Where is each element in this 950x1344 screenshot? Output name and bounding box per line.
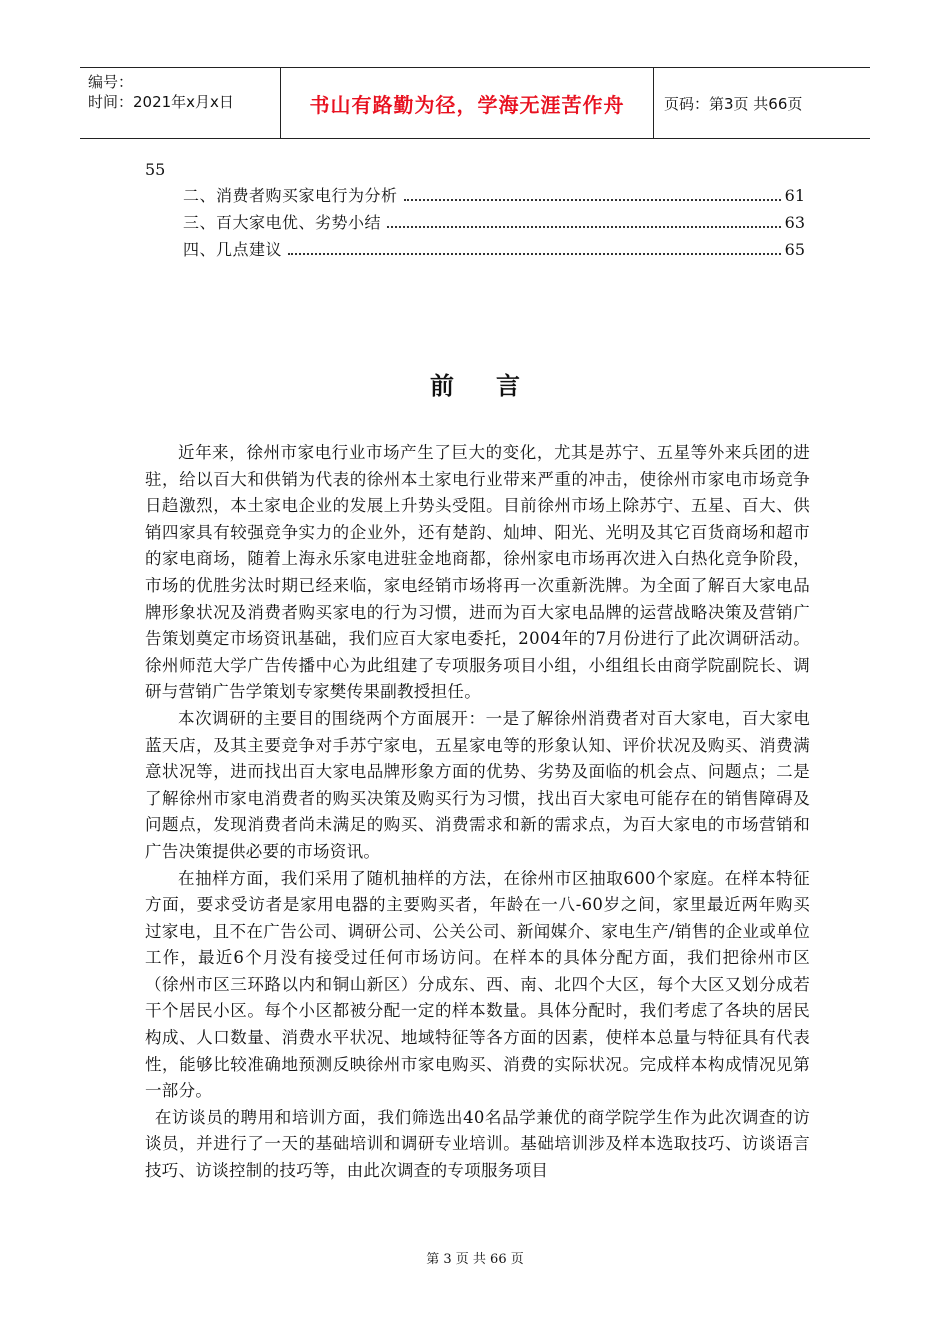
header-page-info: 页码：第3页 共66页 xyxy=(664,94,803,113)
toc-item-page: 65 xyxy=(784,240,805,259)
header-meta xyxy=(80,68,280,138)
toc-item-title: 二、消费者购买家电行为分析 xyxy=(183,186,398,205)
header-motto: 书山有路勤为径，学海无涯苦作舟 xyxy=(280,68,654,138)
table-of-contents xyxy=(183,183,805,264)
toc-item-title: 四、几点建议 xyxy=(183,240,283,259)
page-footer: 第 3 页 共 66 页 xyxy=(426,1252,524,1267)
toc-item-page: 61 xyxy=(784,186,805,205)
document-time-label: 时间：2021年x月x日 xyxy=(88,93,234,111)
toc-continued-page-number: 55 xyxy=(145,160,166,179)
toc-item-page: 63 xyxy=(784,213,805,232)
toc-leader-dots xyxy=(387,226,781,228)
body-paragraph: 近年来，徐州市家电行业市场产生了巨大的变化，尤其是苏宁、五星等外来兵团的进驻，给以百大和供销为代表的徐州本土家电行业带来严重的冲击，使徐州市家电市场竞争日趋激烈，本土家电企业的发展上升势头受阻。目前徐州市场上除苏宁、五星、百大、供销四家具有较强竞争实力的企业外，还有楚韵、灿坤、阳光、光明及其它百货商场和超市的家电商场，随着上海永乐家电进驻金地商都，徐州家电市场再次进入白热化竞争阶段，市场的优胜劣汰时期已经来临，家电经销市场将再一次重新洗牌。为全面了解百大家电品牌形象状况及消费者购买家电的行为习惯，进而为百大家电品牌的运营战略决策及营销广告策划奠定市场资讯基础，我们应百大家电委托，2004年的7月份进行了此次调研活动。徐州师范大学广告传播中心为此组建了专项服务项目小组，小组组长由商学院副院长、调研与营销广告学策划专家樊传果副教授担任。 xyxy=(145,443,810,702)
toc-leader-dots xyxy=(404,199,781,201)
toc-item[interactable] xyxy=(183,183,805,210)
page-header xyxy=(80,67,870,139)
body-paragraph: 在抽样方面，我们采用了随机抽样的方法，在徐州市区抽取600个家庭。在样本特征方面，要求受访者是家用电器的主要购买者，年龄在一八-60岁之间，家里最近两年购买过家电，且不在广告公司、调研公司、公关公司、新闻媒介、家电生产/销售的企业或单位工作，最近6个月没有接受过任何市场访问。在样本的具体分配方面，我们把徐州市区（徐州市区三环路以内和铜山新区）分成东、西、南、北四个大区，每个大区又划分成若干个居民小区。每个小区都被分配一定的样本数量。具体分配时，我们考虑了各块的居民构成、人口数量、消费水平状况、地域特征等各方面的因素，使样本总量与特征具有代表性，能够比较准确地预测反映徐州市家电购买、消费的实际状况。完成样本构成情况见第一部分。 xyxy=(145,868,810,1101)
toc-leader-dots xyxy=(288,253,781,255)
heading-char: 前 xyxy=(430,372,454,400)
toc-item-title: 三、百大家电优、劣势小结 xyxy=(183,213,382,232)
toc-item[interactable] xyxy=(183,237,805,264)
document-code-label: 编号： xyxy=(88,73,134,91)
section-heading xyxy=(0,366,950,401)
body-paragraph: 在访谈员的聘用和培训方面，我们筛选出40名品学兼优的商学院学生作为此次调查的访谈员，并进行了一天的基础培训和调研专业培训。基础培训涉及样本选取技巧、访谈语言技巧、访谈控制的技巧等，由此次调查的专项服务项目 xyxy=(145,1107,810,1181)
heading-char: 言 xyxy=(496,372,520,400)
body-paragraph: 本次调研的主要目的围绕两个方面展开：一是了解徐州消费者对百大家电，百大家电蓝天店，及其主要竞争对手苏宁家电，五星家电等的形象认知、评价状况及购买、消费满意状况等，进而找出百大家电品牌形象方面的优势、劣势及面临的机会点、问题点；二是了解徐州市家电消费者的购买决策及购买行为习惯，找出百大家电可能存在的销售障碍及问题点，发现消费者尚未满足的购买、消费需求和新的需求点，为百大家电的市场营销和广告决策提供必要的市场资讯。 xyxy=(145,708,810,861)
body-content xyxy=(145,440,810,1185)
toc-item[interactable] xyxy=(183,210,805,237)
